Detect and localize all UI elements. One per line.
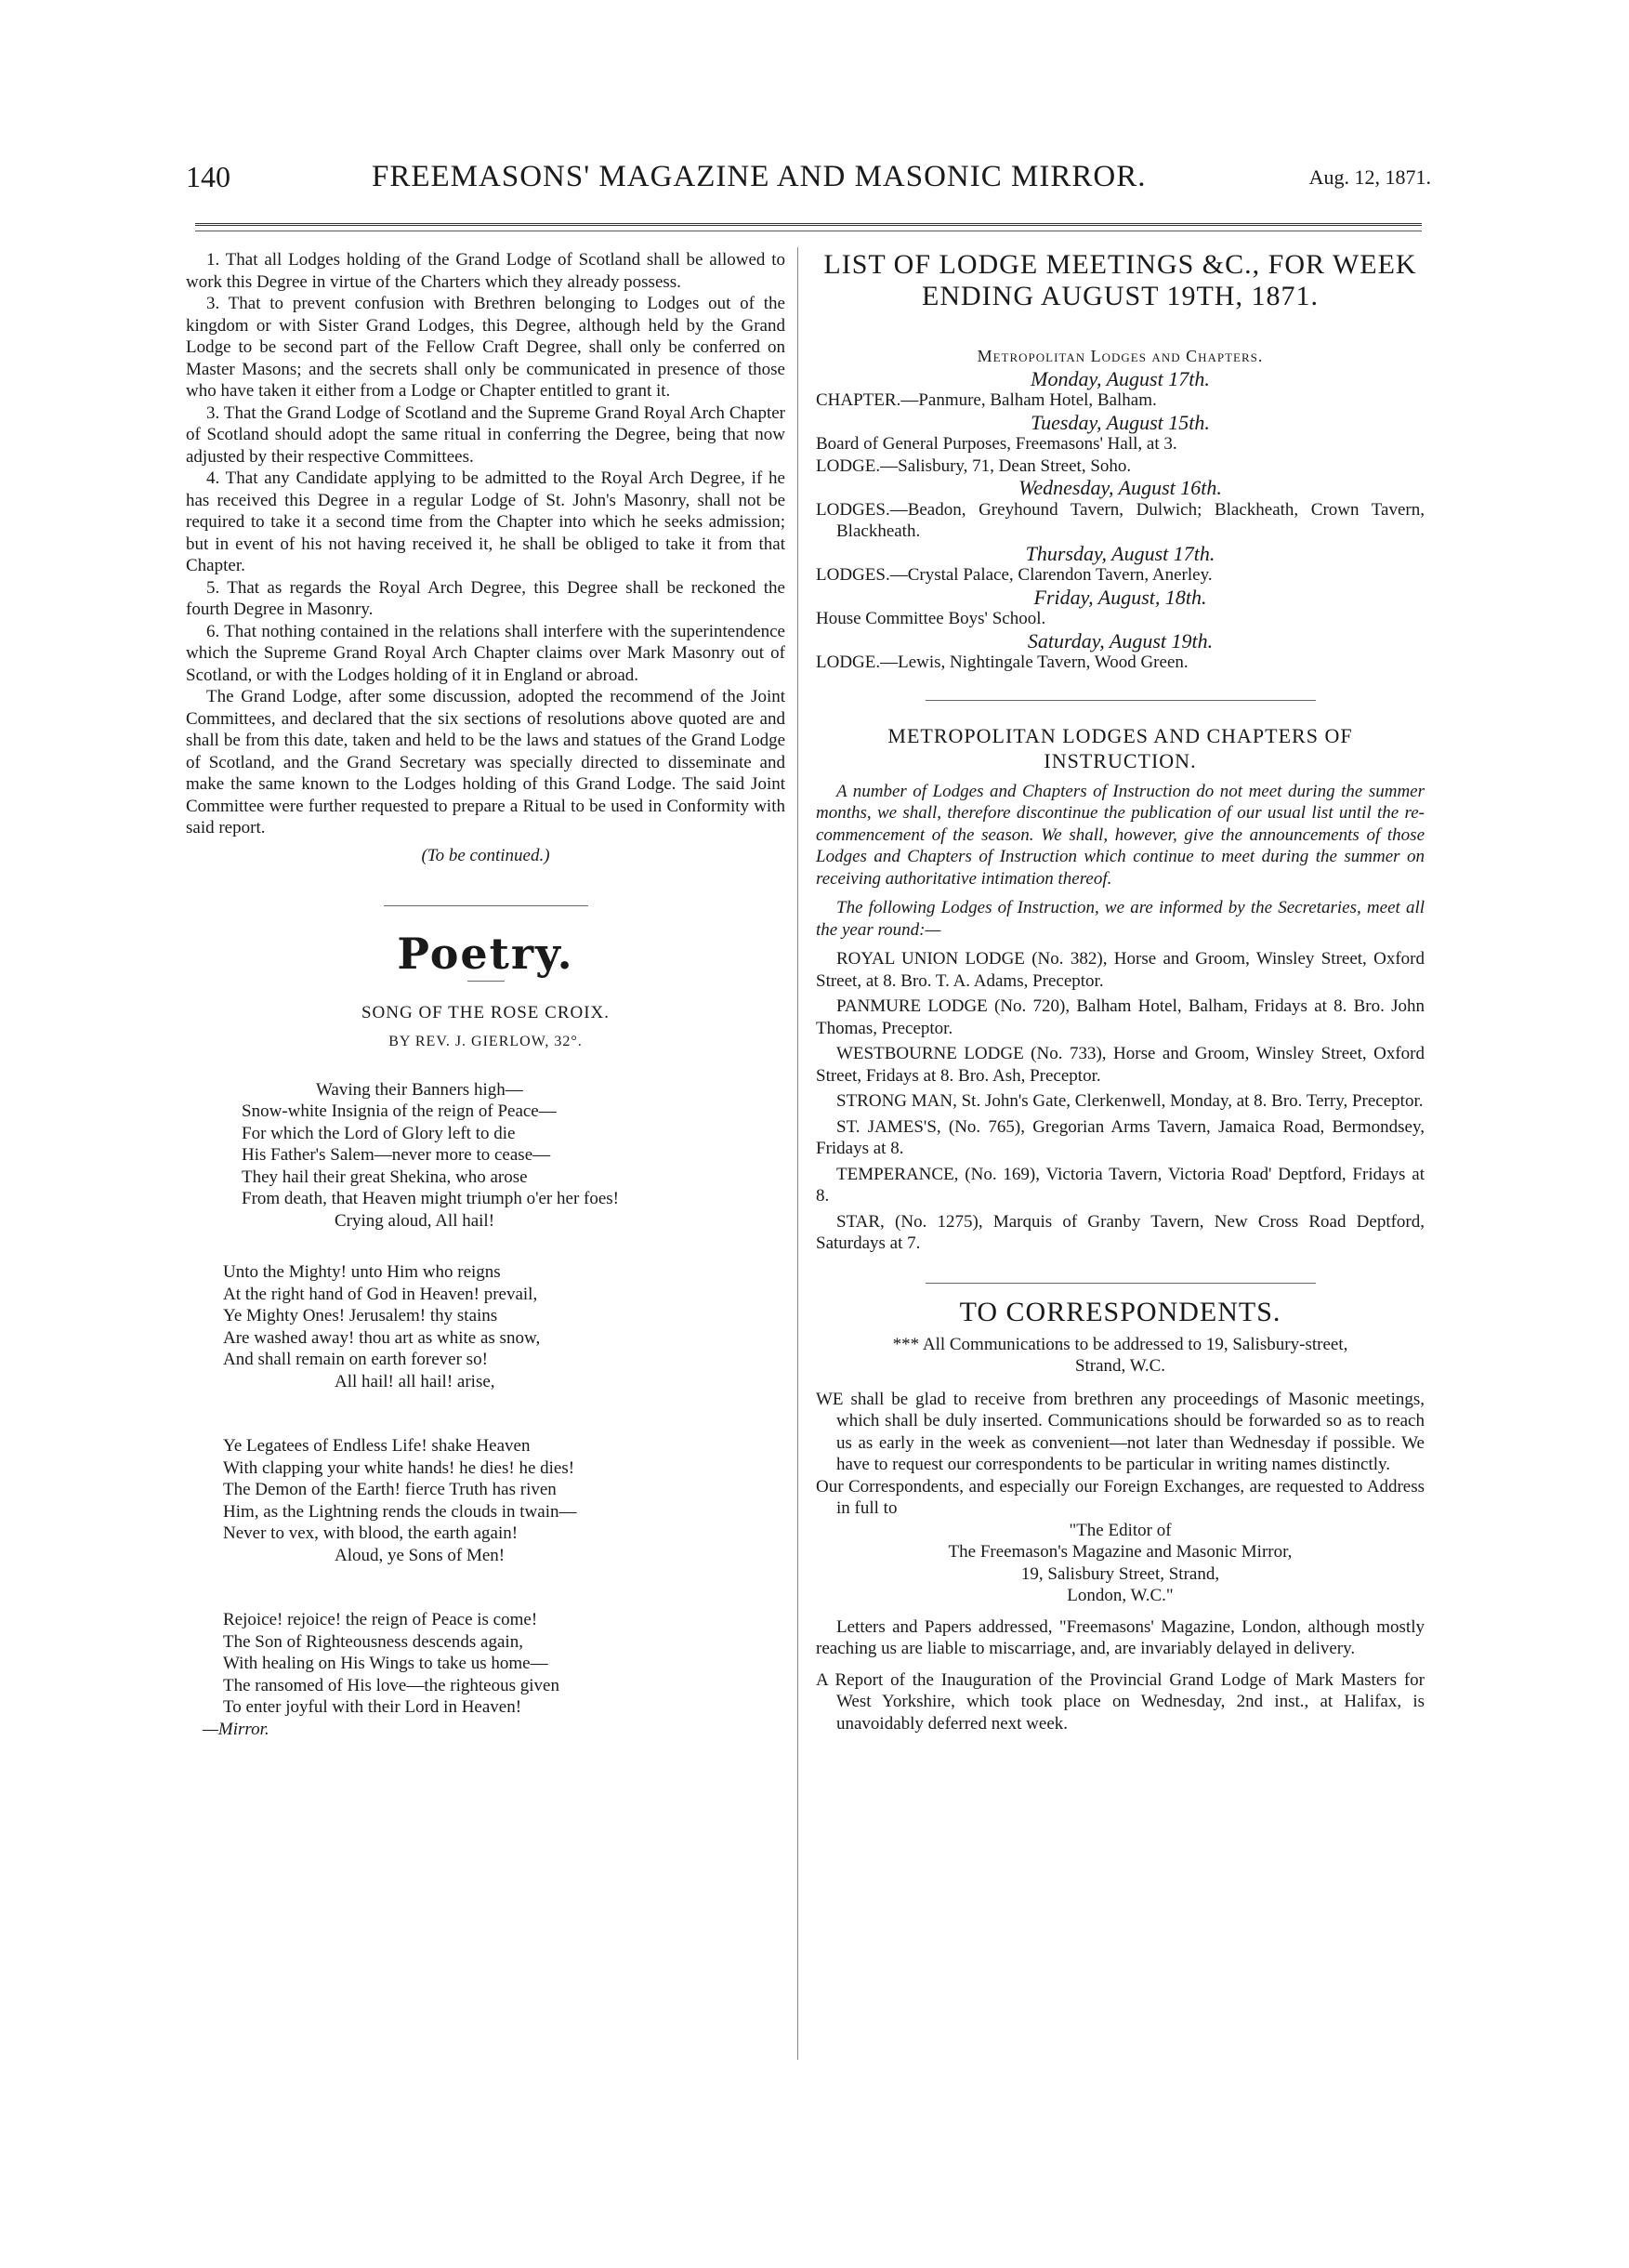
meeting-entry: House Committee Boys' School. <box>816 609 1046 628</box>
poetry-heading: Poetry. <box>397 929 574 979</box>
instruction-lead: The following Lodges of Instruction, we are informed by the Secretaries, meet all the year round:— <box>816 898 1425 940</box>
left-column <box>186 249 785 1740</box>
poem-line: With clapping your white hands! he dies! he dies! <box>223 1457 575 1478</box>
report-notice: A Report of the Inauguration of the Provincial Grand Lodge of Mark Masters for West Yorkshire, which took place on Wednesday, 2nd inst., at Halifax, is unavoidably deferred next week. <box>816 1669 1425 1734</box>
header-rule <box>195 223 1422 226</box>
stanza <box>223 1261 785 1392</box>
instruction-lodge: WESTBOURNE LODGE (No. 733), Horse and Groom, Winsley Street, Oxford Street, Fridays at 8. Bro. Ash, Preceptor. <box>816 1044 1425 1086</box>
meeting-entry: LODGES.—Crystal Palace, Clarendon Tavern, Anerley. <box>816 565 1213 585</box>
editor-address-line: London, W.C." <box>1067 1586 1174 1605</box>
resolution-paragraph: 3. That the Grand Lodge of Scotland and the Supreme Grand Royal Arch Chapter of Scotland should adopt the same ritual in conferring the Degree, being that now adjusted by their respective Committees. <box>186 402 785 467</box>
poem-line: All hail! all hail! arise, <box>335 1371 495 1391</box>
poem-line: Aloud, ye Sons of Men! <box>335 1545 506 1565</box>
instruction-lodge: TEMPERANCE, (No. 169), Victoria Tavern, Victoria Road' Deptford, Fridays at 8. <box>816 1164 1425 1206</box>
meeting-day: Monday, August 17th. <box>1031 366 1210 390</box>
correspondents-paragraph: Our Correspondents, and especially our Foreign Exchanges, are requested to Address in full to <box>816 1476 1425 1518</box>
poem-line: Rejoice! rejoice! the reign of Peace is come! <box>223 1610 538 1629</box>
stanza <box>223 1435 785 1566</box>
poem-body <box>186 1079 785 1719</box>
instruction-title: METROPOLITAN LODGES AND CHAPTERS OF INSTRUCTION. <box>887 723 1353 772</box>
poem-line: Ye Legatees of Endless Life! shake Heaven <box>223 1436 531 1456</box>
issue-date: Aug. 12, 1871. <box>1308 165 1431 189</box>
poem-line: From death, that Heaven might triumph o'er her foes! <box>242 1189 620 1208</box>
poem-line: They hail their great Shekina, who arose <box>242 1167 528 1187</box>
poem-line: The ransomed of His love—the righteous given <box>223 1675 559 1695</box>
editor-address-line: "The Editor of <box>1069 1520 1172 1540</box>
correspondents-paragraph: WE shall be glad to receive from brethren any proceedings of Masonic meetings, which shall be duly inserted. Communications should be forwarded so as to reach us as early in the week as convenient—not later than Wednesday if possible. We have to request our correspondents to be particular in writing names distinctly. <box>816 1389 1425 1474</box>
instruction-lodge-list <box>816 948 1425 1255</box>
poem-line: Him, as the Lightning rends the clouds in twain— <box>223 1501 577 1522</box>
letters-notice: Letters and Papers addressed, "Freemasons' Magazine, London, although mostly reaching us are liable to miscarriage, and, are invariably delayed in delivery. <box>816 1616 1425 1658</box>
correspondents-title: TO CORRESPONDENTS. <box>959 1296 1281 1327</box>
stanza <box>223 1079 785 1233</box>
poem-line: At the right hand of God in Heaven! prevail, <box>223 1284 538 1304</box>
meeting-entry: LODGES.—Beadon, Greyhound Tavern, Dulwich; Blackheath, Crown Tavern, Blackheath. <box>816 499 1425 541</box>
poem-line: Snow-white Insignia of the reign of Peace— <box>242 1101 557 1121</box>
column-divider <box>797 247 798 2060</box>
poem-source: —Mirror. <box>203 1719 269 1739</box>
poem-line: Are washed away! thou art as white as snow, <box>223 1327 541 1348</box>
poem-title: SONG OF THE ROSE CROIX. <box>361 1002 611 1022</box>
section-divider <box>384 905 588 906</box>
stanza <box>223 1609 785 1719</box>
page-number: 140 <box>186 160 230 193</box>
meeting-day: Wednesday, August 16th. <box>1018 476 1222 499</box>
masthead-title: FREEMASONS' MAGAZINE AND MASONIC MIRROR. <box>372 160 1147 193</box>
resolution-paragraph: 1. That all Lodges holding of the Grand Lodge of Scotland shall be allowed to work this Degree in virtue of the Charters which they already possess. <box>186 250 785 292</box>
resolution-paragraph: 3. That to prevent confusion with Brethren belonging to Lodges out of the kingdom or with Sister Grand Lodges, this Degree, although held by the Grand Lodge to be second part of the Fellow Craft Degree, shall only be conferred on Master Masons; and the secrets shall only be communicated in presence of those who have taken it either from a Lodge or Chapter entitled to grant it. <box>186 294 785 401</box>
editor-address-line: The Freemason's Magazine and Masonic Mirror, <box>948 1542 1293 1562</box>
instruction-lodge: ST. JAMES'S, (No. 765), Gregorian Arms Tavern, Jamaica Road, Bermondsey, Fridays at 8. <box>816 1116 1425 1158</box>
poem-line: Never to vex, with blood, the earth again! <box>223 1523 519 1543</box>
instruction-notice: A number of Lodges and Chapters of Instruction do not meet during the summer months, we shall, therefore discontinue the publication of our usual list until the re-commencement of the season. We shall, however, give the announcements of those Lodges and Chapters of Instruction which continue to meet during the summer on receiving authoritative intimation thereof. <box>816 781 1425 889</box>
poem-line: And shall remain on earth forever so! <box>223 1350 488 1369</box>
page-header <box>186 160 1431 197</box>
poem-line: The Demon of the Earth! fierce Truth has riven <box>223 1480 557 1499</box>
resolution-paragraph: 6. That nothing contained in the relations shall interfere with the superintendence which the Supreme Grand Royal Arch Chapter claims over Mark Masonry out of Scotland, or with the Lodges holding of it in England or abroad. <box>186 621 785 685</box>
meeting-entry: LODGE.—Salisbury, 71, Dean Street, Soho. <box>816 455 1132 476</box>
poem-line: Ye Mighty Ones! Jerusalem! thy stains <box>223 1306 498 1325</box>
short-divider <box>467 981 505 982</box>
instruction-lodge: ROYAL UNION LODGE (No. 382), Horse and Groom, Winsley Street, Oxford Street, at 8. Bro. T. A. Adams, Preceptor. <box>816 949 1425 991</box>
instruction-lodge: PANMURE LODGE (No. 720), Balham Hotel, Balham, Fridays at 8. Bro. John Thomas, Preceptor. <box>816 996 1425 1038</box>
meeting-day: Saturday, August 19th. <box>1027 628 1214 653</box>
editor-address-line: 19, Salisbury Street, Strand, <box>1020 1563 1220 1584</box>
instruction-lodge: STRONG MAN, St. John's Gate, Clerkenwell, Monday, at 8. Bro. Terry, Preceptor. <box>836 1091 1424 1111</box>
right-column <box>816 249 1425 1734</box>
instruction-lodge: STAR, (No. 1275), Marquis of Granby Tavern, New Cross Road Deptford, Saturdays at 7. <box>816 1211 1425 1253</box>
meeting-entry: LODGE.—Lewis, Nightingale Tavern, Wood Green. <box>816 653 1189 672</box>
poem-author: BY REV. J. GIERLOW, 32°. <box>388 1034 583 1049</box>
poem-line: To enter joyful with their Lord in Heaven! <box>223 1697 522 1717</box>
poem-line: Unto the Mighty! unto Him who reigns <box>223 1262 501 1282</box>
poem-line: His Father's Salem—never more to cease— <box>242 1145 551 1165</box>
section-divider <box>926 1283 1316 1284</box>
correspondents-address: *** All Communications to be addressed to 19, Salisbury-street, Strand, W.C. <box>892 1334 1348 1376</box>
poem-line: For which the Lord of Glory left to die <box>242 1123 516 1143</box>
metropolitan-heading: Metropolitan Lodges and Chapters. <box>977 347 1264 365</box>
editor-address <box>816 1520 1425 1607</box>
grand-lodge-paragraph: The Grand Lodge, after some discussion, adopted the recommend of the Joint Committees, and declared that the six sections of resolutions above quoted are and shall be from this date, taken and held to be the laws and statues of the Grand Lodge of Scotland, and the Grand Secretary was specially directed to disseminate and make the same known to the Lodges holding of this Grand Lodge. The said Joint Committee were further requested to prepare a Ritual to be used in Conformity with said report. <box>186 687 785 837</box>
to-be-continued: (To be continued.) <box>421 845 550 865</box>
resolution-paragraph: 5. That as regards the Royal Arch Degree, this Degree shall be reckoned the fourth Degree in Masonry. <box>186 577 785 619</box>
poem-line: With healing on His Wings to take us home— <box>223 1654 548 1673</box>
meeting-day: Thursday, August 17th. <box>1025 541 1215 565</box>
meeting-day-list <box>816 368 1425 674</box>
section-divider <box>926 700 1316 701</box>
meeting-entry: CHAPTER.—Panmure, Balham Hotel, Balham. <box>816 390 1157 410</box>
meeting-day: Tuesday, August 15th. <box>1031 410 1210 434</box>
resolution-paragraph: 4. That any Candidate applying to be admitted to the Royal Arch Degree, if he has received this Degree in a regular Lodge of St. John's Masonry, shall not be required to take it a second time from the Chapter into which he seeks admission; but in event of his not having received it, he shall be obliged to take it from that Chapter. <box>186 468 785 575</box>
lodge-meetings-title: LIST OF LODGE MEETINGS &C., FOR WEEK ENDING AUGUST 19TH, 1871. <box>823 249 1417 311</box>
meeting-entry: Board of General Purposes, Freemasons' Hall, at 3. <box>816 434 1177 454</box>
poem-line: The Son of Righteousness descends again, <box>223 1631 523 1652</box>
poem-line: Waving their Banners high— <box>316 1079 523 1100</box>
poem-line: Crying aloud, All hail! <box>335 1210 495 1231</box>
meeting-day: Friday, August, 18th. <box>1033 585 1207 609</box>
